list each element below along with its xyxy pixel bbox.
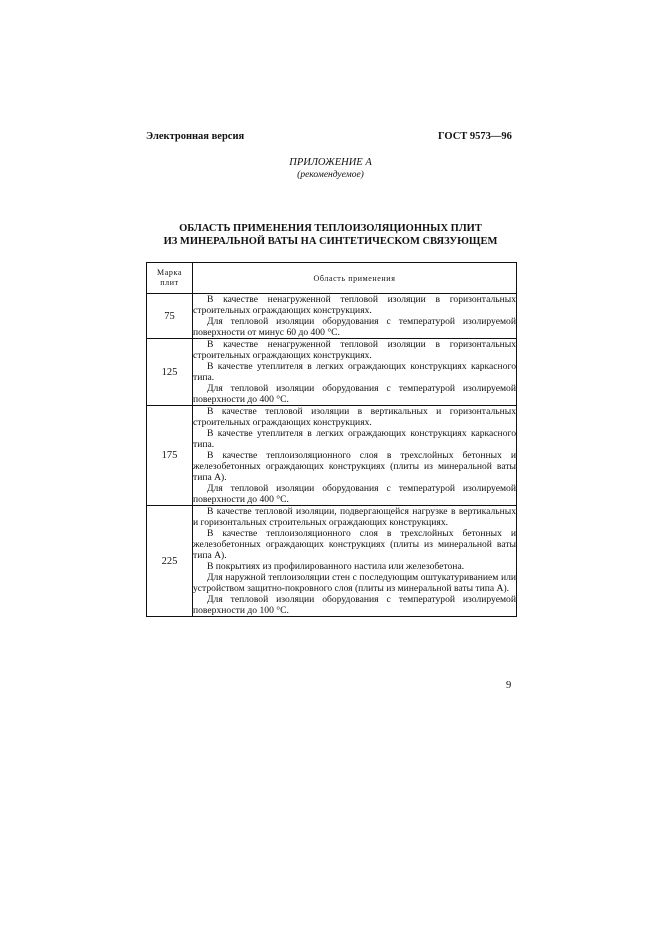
description-paragraph: Для наружной теплоизоляции стен с последующим оштукатуриванием или устройством защитно-покровного слоя (плиты из минеральной ваты типа А). — [193, 572, 516, 594]
table-row — [147, 506, 517, 617]
row-description — [193, 294, 517, 339]
row-description — [193, 506, 517, 617]
description-paragraph: В качестве утеплителя в легких ограждающих конструкциях каркасного типа. — [193, 428, 516, 450]
description-paragraph: Для тепловой изоляции оборудования с температурой изолируемой поверхности до 400 °С. — [193, 383, 516, 405]
row-mark: 75 — [147, 294, 193, 339]
page-number: 9 — [506, 680, 512, 691]
description-paragraph: Для тепловой изоляции оборудования с температурой изолируемой поверхности до 100 °С. — [193, 594, 516, 616]
header-mark-line1: Марка — [157, 268, 182, 277]
appendix-title: ПРИЛОЖЕНИЕ А — [289, 157, 372, 168]
description-paragraph: В покрытиях из профилированного настила или железобетона. — [207, 561, 465, 572]
description-paragraph: В качестве тепловой изоляции в вертикальных и горизонтальных строительных ограждающих конструкциях. — [193, 406, 516, 428]
appendix-subtitle: (рекомендуемое) — [297, 170, 364, 180]
header-right: ГОСТ 9573—96 — [438, 131, 512, 142]
header-mark-line2: плит — [160, 278, 179, 287]
description-paragraph: В качестве тепловой изоляции, подвергающейся нагрузке в вертикальных и горизонтальных строительных ограждающих конструкциях. — [193, 506, 516, 528]
header-left: Электронная версия — [146, 131, 245, 142]
description-paragraph: В качестве утеплителя в легких ограждающих конструкциях каркасного типа. — [193, 361, 516, 383]
application-table — [146, 262, 517, 617]
row-mark: 125 — [147, 339, 193, 406]
section-title-line2: ИЗ МИНЕРАЛЬНОЙ ВАТЫ НА СИНТЕТИЧЕСКОМ СВЯЗУЮЩЕМ — [163, 236, 498, 247]
description-paragraph: В качестве ненагруженной тепловой изоляции в горизонтальных строительных ограждающих конструкциях. — [193, 339, 516, 361]
header-mark — [147, 263, 193, 294]
section-title — [0, 222, 661, 248]
table-row — [147, 294, 517, 339]
table-row — [147, 339, 517, 406]
description-paragraph: В качестве теплоизоляционного слоя в трехслойных бетонных и железобетонных ограждающих конструкциях (плиты из минеральной ваты типа А). — [193, 528, 516, 561]
table-row — [147, 406, 517, 506]
row-description — [193, 339, 517, 406]
description-paragraph: Для тепловой изоляции оборудования с температурой изолируемой поверхности до 400 °С. — [193, 483, 516, 505]
description-paragraph: Для тепловой изоляции оборудования с температурой изолируемой поверхности от минус 60 до 400 °С. — [193, 316, 516, 338]
description-paragraph: В качестве ненагруженной тепловой изоляции в горизонтальных строительных ограждающих конструкциях. — [193, 294, 516, 316]
row-mark: 175 — [147, 406, 193, 506]
table-header-row — [147, 263, 517, 294]
section-title-line1: ОБЛАСТЬ ПРИМЕНЕНИЯ ТЕПЛОИЗОЛЯЦИОННЫХ ПЛИТ — [179, 223, 482, 234]
header-area: Область применения — [193, 263, 517, 294]
row-mark: 225 — [147, 506, 193, 617]
row-description — [193, 406, 517, 506]
description-paragraph: В качестве теплоизоляционного слоя в трехслойных бетонных и железобетонных ограждающих конструкциях (плиты из минеральной ваты типа А). — [193, 450, 516, 483]
